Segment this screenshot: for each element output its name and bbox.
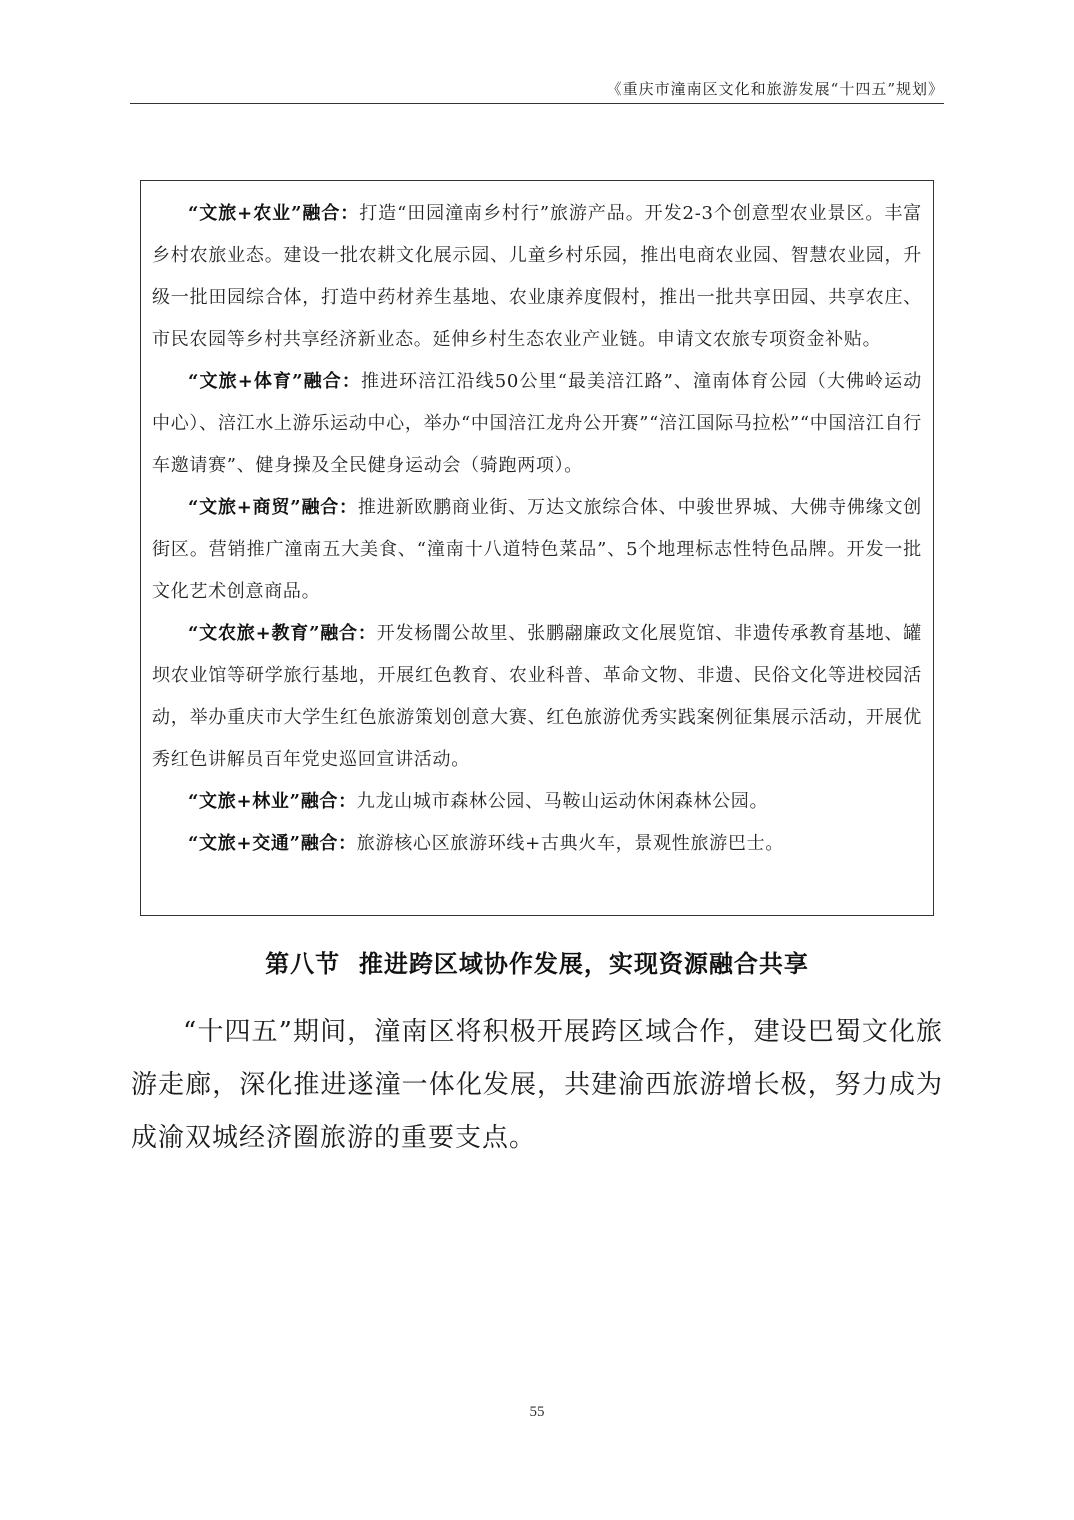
- paragraph-lead: “文旅+交通”融合：: [188, 833, 357, 854]
- paragraph-sports: [152, 361, 922, 487]
- page-number: 55: [529, 1404, 545, 1420]
- paragraph-text: 旅游核心区旅游环线+古典火车，景观性旅游巴士。: [356, 833, 784, 854]
- paragraph-text: 开发杨闇公故里、张鹏翮廉政文化展览馆、非遗传承教育基地、罐坝农业馆等研学旅行基地，开展红色教育、农业科普、革命文物、非遗、民俗文化等进校园活动，举办重庆市大学生红色旅游策划创意大赛、红色旅游优秀实践案例征集展示活动，开展优秀红色讲解员百年党史巡回宣讲活动。: [152, 623, 923, 770]
- paragraph-agriculture: [152, 193, 922, 361]
- paragraph-lead: “文旅+农业”融合：: [188, 203, 360, 224]
- paragraph-forestry: [152, 781, 922, 823]
- paragraph-lead: “文旅+体育”融合：: [188, 371, 361, 392]
- paragraph-education: [152, 613, 922, 781]
- section-title: 第八节 推进跨区域协作发展，实现资源融合共享: [265, 949, 809, 978]
- paragraph-commerce: [152, 487, 922, 613]
- paragraph-lead: “文农旅+教育”融合：: [188, 623, 377, 644]
- section-body: [131, 1006, 943, 1165]
- header-divider: [130, 103, 944, 104]
- paragraph-lead: “文旅+商贸”融合：: [188, 497, 358, 518]
- paragraph-text: 推进新欧鹏商业街、万达文旅综合体、中骏世界城、大佛寺佛缘文创街区。营销推广潼南五大美食、“潼南十八道特色菜品”、5个地理标志性特色品牌。开发一批文化艺术创意商品。: [152, 497, 922, 602]
- paragraph-lead: “文旅+林业”融合：: [188, 791, 357, 812]
- paragraph-text: 推进环涪江沿线50公里“最美涪江路”、潼南体育公园（大佛岭运动中心）、涪江水上游乐运动中心，举办“中国涪江龙舟公开赛”“涪江国际马拉松”“中国涪江自行车邀请赛”、健身操及全民健身运动会（骑跑两项）。: [152, 371, 922, 476]
- paragraph-text: 九龙山城市森林公园、马鞍山运动休闲森林公园。: [356, 791, 769, 812]
- running-header: 《重庆市潼南区文化和旅游发展“十四五”规划》: [606, 80, 944, 98]
- paragraph-transport: [152, 823, 922, 865]
- section-paragraph: “十四五”期间，潼南区将积极开展跨区域合作，建设巴蜀文化旅游走廊，深化推进遂潼一体化发展，共建渝西旅游增长极，努力成为成渝双城经济圈旅游的重要支点。: [131, 1017, 943, 1153]
- paragraph-text: 打造“田园潼南乡村行”旅游产品。开发2-3个创意型农业景区。丰富乡村农旅业态。建设一批农耕文化展示园、儿童乡村乐园，推出电商农业园、智慧农业园，升级一批田园综合体，打造中药材养生基地、农业康养度假村，推出一批共享田园、共享农庄、市民农园等乡村共享经济新业态。延伸乡村生态农业产业链。申请文农旅专项资金补贴。: [152, 203, 922, 350]
- integration-box: [140, 180, 934, 916]
